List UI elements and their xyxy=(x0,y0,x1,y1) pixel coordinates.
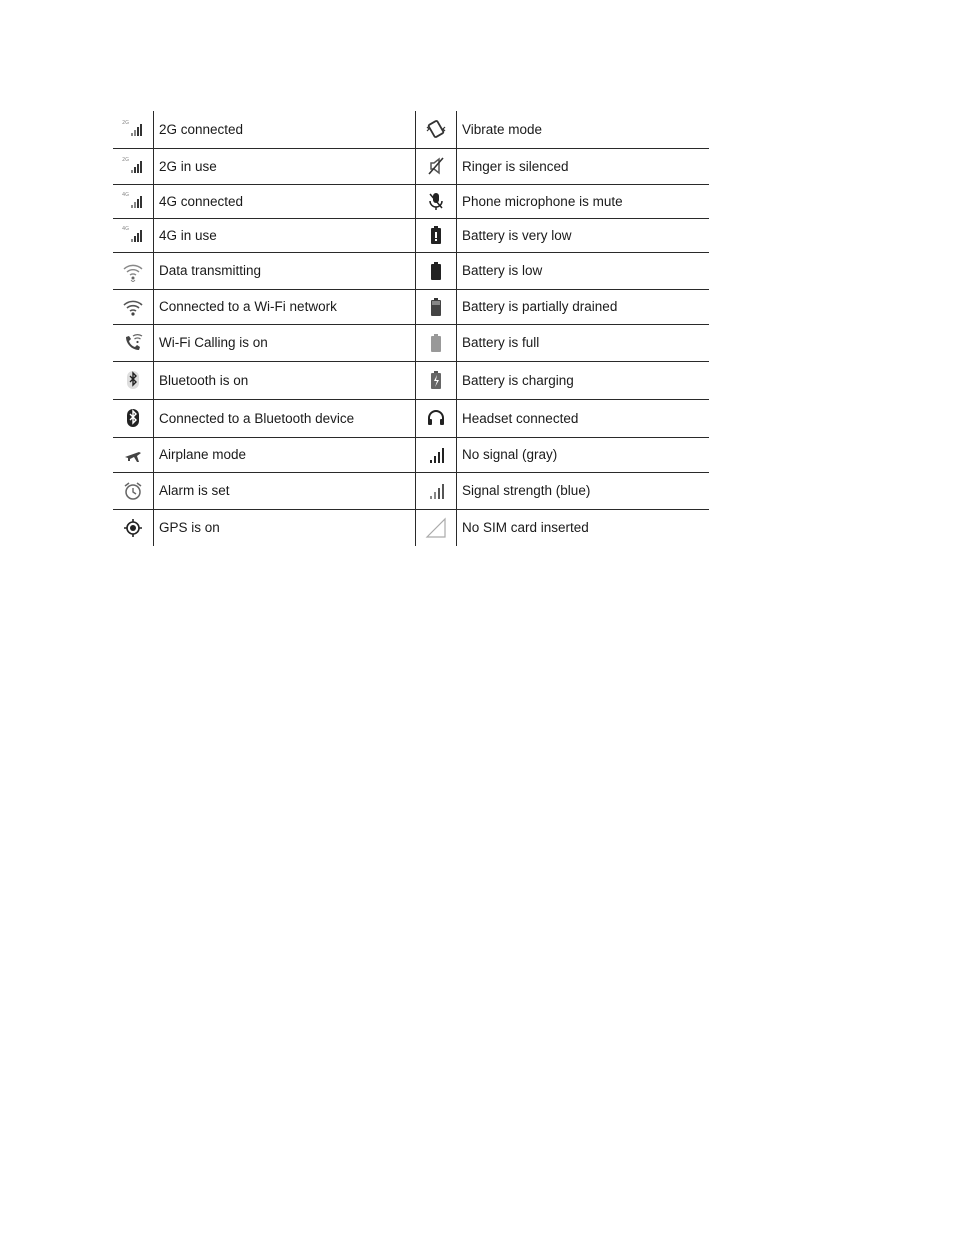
battery-charging-icon xyxy=(416,369,456,391)
table-row xyxy=(113,184,709,218)
legend-label: Connected to a Wi-Fi network xyxy=(154,289,416,324)
legend-label: 4G in use xyxy=(154,218,416,252)
bluetooth-on-icon xyxy=(113,369,153,391)
no-signal-icon xyxy=(416,444,456,466)
wifi-connected-icon xyxy=(113,296,153,318)
battery-full-icon xyxy=(416,332,456,354)
legend-label: GPS is on xyxy=(154,509,416,546)
ringer-silenced-icon xyxy=(416,155,456,177)
battery-partially-drained-icon xyxy=(416,296,456,318)
no-sim-icon xyxy=(416,517,456,539)
legend-label: Alarm is set xyxy=(154,472,416,509)
legend-label: Battery is charging xyxy=(457,361,710,399)
microphone-mute-icon xyxy=(416,190,456,212)
2g-in-use-icon xyxy=(113,155,153,177)
headset-icon xyxy=(416,407,456,429)
table-row xyxy=(113,111,709,148)
4g-in-use-icon xyxy=(113,224,153,246)
table-row xyxy=(113,289,709,324)
4g-connected-icon xyxy=(113,190,153,212)
legend-label: 2G in use xyxy=(154,148,416,184)
legend-label: Data transmitting xyxy=(154,252,416,289)
legend-label: Vibrate mode xyxy=(457,111,710,148)
bluetooth-connected-icon xyxy=(113,407,153,429)
legend-label: Connected to a Bluetooth device xyxy=(154,399,416,437)
status-icon-legend-table xyxy=(113,111,709,546)
table-row xyxy=(113,148,709,184)
battery-low-icon xyxy=(416,260,456,282)
legend-label: 4G connected xyxy=(154,184,416,218)
table-row xyxy=(113,252,709,289)
legend-label: Wi-Fi Calling is on xyxy=(154,324,416,361)
legend-label: Airplane mode xyxy=(154,437,416,472)
svg-text:4G: 4G xyxy=(122,192,130,198)
legend-label: Ringer is silenced xyxy=(457,148,710,184)
table-row xyxy=(113,472,709,509)
svg-text:4G: 4G xyxy=(122,226,130,232)
signal-strength-icon xyxy=(416,480,456,502)
legend-label: Bluetooth is on xyxy=(154,361,416,399)
data-transmitting-icon xyxy=(113,260,153,282)
legend-label: Phone microphone is mute xyxy=(457,184,710,218)
legend-label: Signal strength (blue) xyxy=(457,472,710,509)
table-row xyxy=(113,324,709,361)
table-row xyxy=(113,399,709,437)
2g-connected-icon xyxy=(113,118,153,140)
legend-label: Battery is partially drained xyxy=(457,289,710,324)
legend-label: No signal (gray) xyxy=(457,437,710,472)
alarm-icon xyxy=(113,480,153,502)
table-row xyxy=(113,437,709,472)
table-row xyxy=(113,218,709,252)
svg-text:2G: 2G xyxy=(122,157,130,163)
legend-label: Battery is low xyxy=(457,252,710,289)
legend-label: 2G connected xyxy=(154,111,416,148)
svg-text:2G: 2G xyxy=(122,120,130,127)
table-row xyxy=(113,361,709,399)
table-row xyxy=(113,509,709,546)
legend-label: Battery is very low xyxy=(457,218,710,252)
legend-label: No SIM card inserted xyxy=(457,509,710,546)
wifi-calling-icon xyxy=(113,332,153,354)
legend-label: Headset connected xyxy=(457,399,710,437)
legend-label: Battery is full xyxy=(457,324,710,361)
gps-icon xyxy=(113,517,153,539)
vibrate-mode-icon xyxy=(416,118,456,140)
battery-very-low-icon xyxy=(416,224,456,246)
airplane-mode-icon xyxy=(113,444,153,466)
